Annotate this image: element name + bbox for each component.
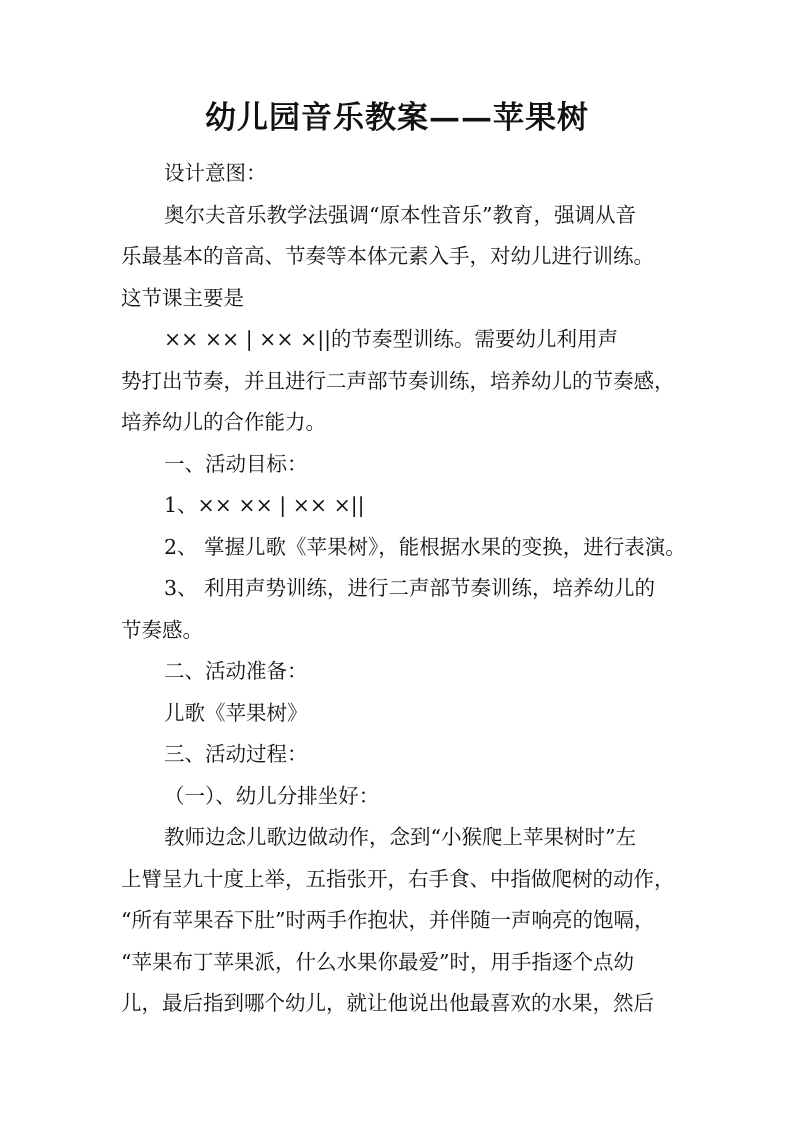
line-text: ×× ×× | ×× ×||的节奏型训练。需要幼儿利用声: [164, 327, 619, 351]
line-text: 2、 掌握儿歌《苹果树》，能根据水果的变换，进行表演。: [164, 535, 686, 559]
line-text: 乐最基本的音高、节奏等本体元素入手，对幼儿进行训练。: [121, 244, 654, 268]
line-text: （一）、幼儿分排坐好：: [164, 784, 380, 808]
line-text: 儿，最后指到哪个幼儿，就让他说出他最喜欢的水果，然后: [121, 991, 654, 1015]
line-text: 势打出节奏，并且进行二声部节奏训练，培养幼儿的节奏感，: [121, 369, 675, 393]
line-text: “苹果布丁苹果派，什么水果你最爱”时，用手指逐个点幼: [121, 950, 634, 974]
document-title: 幼儿园音乐教案——苹果树: [205, 100, 589, 136]
line-text: 节奏感。: [121, 618, 203, 642]
line-text: 奥尔夫音乐教学法强调“原本性音乐”教育，强调从音: [164, 203, 636, 227]
line-text: 教师边念儿歌边做动作，念到“小猴爬上苹果树时”左: [164, 825, 636, 849]
line-text: 设计意图：: [164, 161, 267, 185]
line-text: 三、活动过程：: [164, 742, 308, 766]
line-text: 培养幼儿的合作能力。: [121, 410, 326, 434]
line-text: 一、活动目标：: [164, 452, 308, 476]
line-text: 3、 利用声势训练，进行二声部节奏训练，培养幼儿的: [164, 576, 656, 600]
line-text: 二、活动准备：: [164, 659, 308, 683]
line-text: 上臂呈九十度上举，五指张开，右手食、中指做爬树的动作，: [121, 867, 675, 891]
line-text: 这节课主要是: [121, 286, 244, 310]
line-text: “所有苹果吞下肚”时两手作抱状，并伴随一声响亮的饱嗝，: [121, 908, 655, 932]
line-text: 1、×× ×× | ×× ×||: [164, 493, 365, 517]
line-text: 儿歌《苹果树》: [164, 701, 308, 725]
